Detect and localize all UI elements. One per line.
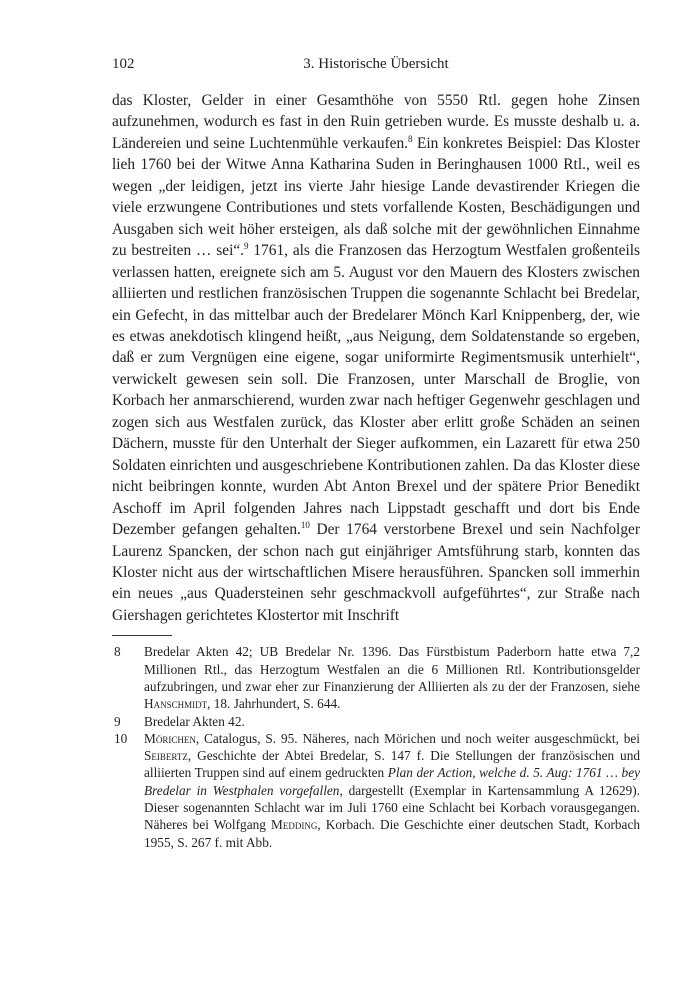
footnote-text: , 18. Jahrhundert, S. 644. (207, 696, 341, 712)
footnote-text: , dargestellt (Exemplar in Kartensammlung A 12629). Dieser sogenannten Schlacht war im Juli 1760 eine Schlacht bei Korbach vorausgegangen. Näheres bei Wolfgang (144, 782, 640, 833)
author-name: Mörichen (144, 730, 196, 746)
footnote-ref-10[interactable]: 10 (300, 520, 310, 531)
footnote-text: Bredelar Akten 42. (144, 713, 245, 729)
footnote-text: , Korbach. Die Geschichte einer deutschen Stadt, Korbach 1955, S. 267 f. mit Abb. (144, 817, 641, 850)
footnote-number: 10 (114, 730, 128, 746)
text-segment: das Kloster, Gelder in einer Gesamthöhe von 5550 Rtl. gegen hohe Zinsen aufzunehmen, wodurch es fast in den Ruin getrieben wurde. Es musste deshalb u. a. Ländereien und seine Luchtenmühle verkaufen. (112, 92, 640, 152)
main-text (112, 90, 640, 626)
book-page (112, 56, 640, 851)
author-name: Seibertz (144, 748, 188, 764)
text-segment: Der 1764 verstorbene Brexel und sein Nachfolger Laurenz Spancken, der schon nach gut einjähriger Amtsführung starb, konnten das Kloster nicht aus der wirtschaftlichen Misere herausführen. Spancken soll immerhin ein neues „aus Quadersteinen sehr geschmackvoll aufgeführtes“, zur Straße nach Giershagen gerichtetes Klostertor mit Inschrift (112, 521, 640, 624)
footnote-text: , Catalogus, S. 95. Näheres, nach Mörichen und noch weiter ausgeschmückt, bei (195, 730, 640, 746)
text-segment: 1761, als die Franzosen das Herzogtum Westfalen großenteils verlassen hatten, ereignete sich am 5. August vor den Mauern des Klosters zwischen alliierten und restlichen französischen Truppen die sogenannte Schlacht bei Bredelar, ein Gefecht, in das mittelbar auch der Bredelarer Mönch Karl Knippenberg, der, wie es etwas anekdotisch klingend heißt, „aus Neigung, dem Soldatenstande so ergeben, daß er zum Vergnügen eine eigene, sogar uniformirte Regimentsmusik unterhielt“, verwickelt gewesen sein soll. Die Franzosen, unter Marschall de Broglie, von Korbach her anmarschierend, wurden zwar nach heftiger Gegenwehr geschlagen und zogen sich aus Westfalen zurück, das Kloster aber erlitt große Schäden an seinen Dächern, musste für den Unterhalt der Sieger aufkommen, ein Lazarett für etwa 250 Soldaten einrichten und ausgeschriebene Kontributionen zahlen. Da das Kloster diese nicht beibringen konnte, wurden Abt Anton Brexel und der spätere Prior Benedikt Aschoff im April folgenden Jahres nach Lippstadt geschafft und dort bis Ende Dezember gefangen gehalten. (112, 242, 640, 539)
footnotes (112, 643, 640, 851)
footnote-number: 8 (114, 644, 121, 660)
author-name: Medding (271, 817, 318, 833)
author-name: Hanschmidt (144, 696, 208, 712)
footnote-9 (112, 713, 640, 730)
page-header (112, 56, 640, 80)
footnote-10 (112, 730, 640, 851)
text-segment: Ein konkretes Beispiel: Das Kloster lieh 1760 bei der Witwe Anna Katharina Suden in Beringhausen 1000 Rtl., weil es wegen „der leidigen, jetzt ins vierte Jahr hiesige Lande devastirender Kriegen die viele erzwungene Contributiones und stets vorfallende Kosten, Beschädigungen und Ausgaben sich weit höher ersteigen, als daß solche mit der gewöhnlichen Einnahme zu bestreiten … sei“. (112, 134, 640, 260)
map-title: Plan der Action, welche d. 5. Aug: 1761 … bey Bredelar in Westphalen vorgefallen (144, 765, 641, 798)
footnote-ref-9[interactable]: 9 (244, 241, 249, 252)
running-head: 3. Historische Übersicht (303, 56, 449, 72)
page-number: 102 (112, 56, 135, 72)
footnote-8 (112, 643, 640, 712)
footnote-number: 9 (114, 713, 121, 729)
footnote-divider (112, 635, 172, 636)
footnote-text: , Geschichte der Abtei Bredelar, S. 147 f. Die Stellungen der französischen und alliierten Truppen sind auf einem gedruckten (144, 748, 640, 781)
footnote-ref-8[interactable]: 8 (408, 133, 413, 144)
footnote-text: Bredelar Akten 42; UB Bredelar Nr. 1396. Das Fürstbistum Paderborn hatte etwa 7,2 Millionen Rtl., das Herzogtum Westfalen an die 6 Millionen Rtl. Kontributionsgelder aufzubringen, und zwar eher zur Finanzierung der Alliierten als zu der der Franzosen, siehe (144, 644, 640, 694)
